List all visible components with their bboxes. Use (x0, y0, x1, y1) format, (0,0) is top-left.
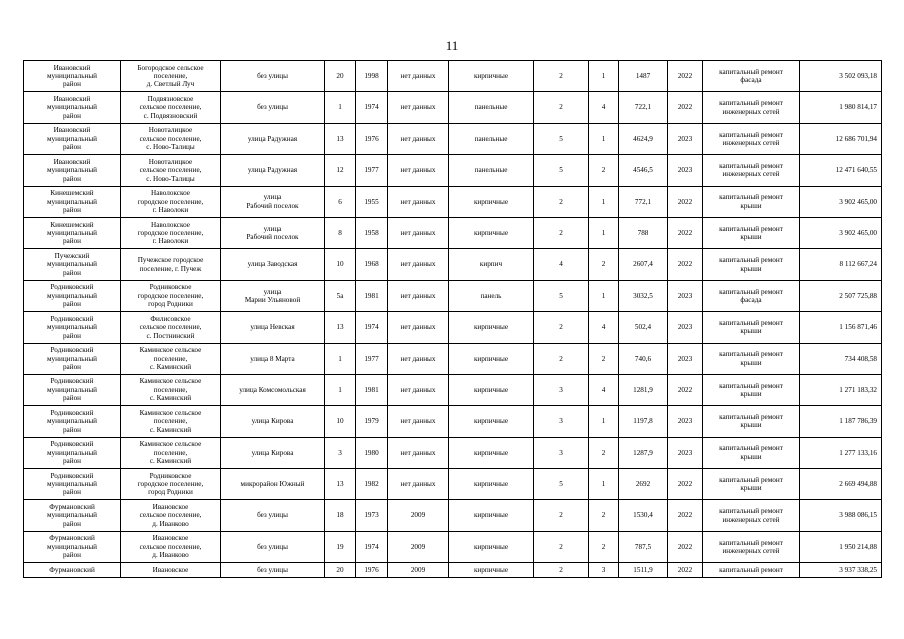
work-type-cell: капитальный ремонт инженерных сетей (703, 500, 800, 531)
plan-year-cell: 2022 (668, 92, 703, 123)
floors-cell: 5 (534, 155, 589, 186)
cost-cell: 1 277 133,16 (800, 437, 882, 468)
table-row (24, 312, 882, 343)
floors-cell: 2 (534, 61, 589, 92)
last-repair-cell: нет данных (388, 312, 449, 343)
settlement-cell: Каминское сельское поселение, с. Каминский (121, 343, 221, 374)
floors-cell: 2 (534, 217, 589, 248)
cost-cell: 3 902 465,00 (800, 186, 882, 217)
work-type-cell: капитальный ремонт крыши (703, 312, 800, 343)
plan-year-cell: 2022 (668, 374, 703, 405)
district-cell: Ивановский муниципальный район (24, 155, 121, 186)
settlement-cell: Ивановское сельское поселение, д. Иванково (121, 531, 221, 562)
built-year-cell: 1980 (356, 437, 388, 468)
floors-cell: 2 (534, 186, 589, 217)
built-year-cell: 1976 (356, 123, 388, 154)
district-cell: Фурмановский (24, 563, 121, 578)
district-cell: Родниковский муниципальный район (24, 374, 121, 405)
area-cell: 2692 (619, 469, 668, 500)
house-number-cell: 10 (325, 406, 356, 437)
house-number-cell: 6 (325, 186, 356, 217)
work-type-cell: капитальный ремонт крыши (703, 343, 800, 374)
area-cell: 740,6 (619, 343, 668, 374)
wall-material-cell: кирпичные (449, 469, 534, 500)
entrances-cell: 1 (589, 123, 619, 154)
house-number-cell: 10 (325, 249, 356, 280)
floors-cell: 2 (534, 92, 589, 123)
floors-cell: 3 (534, 437, 589, 468)
built-year-cell: 1968 (356, 249, 388, 280)
table-row (24, 155, 882, 186)
street-cell: улица Кирова (221, 406, 325, 437)
wall-material-cell: панельные (449, 155, 534, 186)
area-cell: 1487 (619, 61, 668, 92)
plan-year-cell: 2022 (668, 500, 703, 531)
table-row (24, 92, 882, 123)
district-cell: Пучежский муниципальный район (24, 249, 121, 280)
plan-year-cell: 2022 (668, 469, 703, 500)
plan-year-cell: 2022 (668, 217, 703, 248)
entrances-cell: 2 (589, 437, 619, 468)
table-row (24, 500, 882, 531)
cost-cell: 1 950 214,88 (800, 531, 882, 562)
settlement-cell: Пучежское городское поселение, г. Пучеж (121, 249, 221, 280)
built-year-cell: 1955 (356, 186, 388, 217)
floors-cell: 5 (534, 123, 589, 154)
settlement-cell: Каминское сельское поселение, с. Каминский (121, 374, 221, 405)
wall-material-cell: панельные (449, 92, 534, 123)
floors-cell: 3 (534, 374, 589, 405)
wall-material-cell: кирпичные (449, 186, 534, 217)
house-number-cell: 13 (325, 312, 356, 343)
area-cell: 1197,8 (619, 406, 668, 437)
table-row (24, 280, 882, 311)
wall-material-cell: кирпичные (449, 61, 534, 92)
built-year-cell: 1981 (356, 374, 388, 405)
plan-year-cell: 2022 (668, 249, 703, 280)
work-type-cell: капитальный ремонт крыши (703, 217, 800, 248)
district-cell: Кинешемский муниципальный район (24, 186, 121, 217)
work-type-cell: капитальный ремонт инженерных сетей (703, 531, 800, 562)
entrances-cell: 1 (589, 61, 619, 92)
entrances-cell: 2 (589, 343, 619, 374)
street-cell: без улицы (221, 531, 325, 562)
area-cell: 3032,5 (619, 280, 668, 311)
area-cell: 4624,9 (619, 123, 668, 154)
floors-cell: 3 (534, 406, 589, 437)
settlement-cell: Родниковское городское поселение, город Родники (121, 280, 221, 311)
table-row (24, 249, 882, 280)
cost-cell: 1 271 183,32 (800, 374, 882, 405)
floors-cell: 2 (534, 531, 589, 562)
street-cell: улица Рабочий поселок (221, 217, 325, 248)
table-row (24, 61, 882, 92)
last-repair-cell: нет данных (388, 469, 449, 500)
last-repair-cell: нет данных (388, 406, 449, 437)
district-cell: Родниковский муниципальный район (24, 312, 121, 343)
street-cell: улица 8 Марта (221, 343, 325, 374)
cost-cell: 3 988 086,15 (800, 500, 882, 531)
settlement-cell: Родниковское городское поселение, город Родники (121, 469, 221, 500)
settlement-cell: Новоталицкое сельское поселение, с. Ново-Талицы (121, 123, 221, 154)
work-type-cell: капитальный ремонт крыши (703, 469, 800, 500)
floors-cell: 2 (534, 563, 589, 578)
work-type-cell: капитальный ремонт крыши (703, 374, 800, 405)
built-year-cell: 1982 (356, 469, 388, 500)
plan-year-cell: 2023 (668, 123, 703, 154)
area-cell: 722,1 (619, 92, 668, 123)
built-year-cell: 1974 (356, 312, 388, 343)
cost-cell: 734 408,58 (800, 343, 882, 374)
wall-material-cell: кирпичные (449, 563, 534, 578)
work-type-cell: капитальный ремонт крыши (703, 437, 800, 468)
last-repair-cell: нет данных (388, 249, 449, 280)
plan-year-cell: 2022 (668, 531, 703, 562)
table-row (24, 343, 882, 374)
built-year-cell: 1973 (356, 500, 388, 531)
district-cell: Родниковский муниципальный район (24, 280, 121, 311)
area-cell: 1281,9 (619, 374, 668, 405)
settlement-cell: Новоталицкое сельское поселение, с. Ново-Талицы (121, 155, 221, 186)
area-cell: 1530,4 (619, 500, 668, 531)
wall-material-cell: кирпичные (449, 531, 534, 562)
district-cell: Родниковский муниципальный район (24, 406, 121, 437)
last-repair-cell: нет данных (388, 155, 449, 186)
street-cell: улица Заводская (221, 249, 325, 280)
entrances-cell: 1 (589, 406, 619, 437)
built-year-cell: 1977 (356, 155, 388, 186)
built-year-cell: 1974 (356, 92, 388, 123)
wall-material-cell: кирпичные (449, 374, 534, 405)
entrances-cell: 4 (589, 374, 619, 405)
district-cell: Ивановский муниципальный район (24, 123, 121, 154)
street-cell: без улицы (221, 500, 325, 531)
settlement-cell: Наволокское городское поселение, г. Наволоки (121, 217, 221, 248)
last-repair-cell: нет данных (388, 61, 449, 92)
house-number-cell: 3 (325, 437, 356, 468)
work-type-cell: капитальный ремонт инженерных сетей (703, 123, 800, 154)
area-cell: 4546,5 (619, 155, 668, 186)
table-row (24, 531, 882, 562)
last-repair-cell: 2009 (388, 500, 449, 531)
area-cell: 1287,9 (619, 437, 668, 468)
settlement-cell: Филисовское сельское поселение, с. Постнинский (121, 312, 221, 343)
district-cell: Ивановский муниципальный район (24, 61, 121, 92)
cost-cell: 8 112 667,24 (800, 249, 882, 280)
house-number-cell: 1 (325, 374, 356, 405)
house-number-cell: 13 (325, 469, 356, 500)
area-cell: 787,5 (619, 531, 668, 562)
entrances-cell: 2 (589, 531, 619, 562)
house-number-cell: 1 (325, 343, 356, 374)
last-repair-cell: 2009 (388, 531, 449, 562)
work-type-cell: капитальный ремонт крыши (703, 406, 800, 437)
built-year-cell: 1974 (356, 531, 388, 562)
street-cell: улица Марии Ульяновой (221, 280, 325, 311)
built-year-cell: 1958 (356, 217, 388, 248)
table-row (24, 217, 882, 248)
cost-cell: 1 187 786,39 (800, 406, 882, 437)
district-cell: Фурмановский муниципальный район (24, 531, 121, 562)
district-cell: Родниковский муниципальный район (24, 469, 121, 500)
floors-cell: 2 (534, 343, 589, 374)
wall-material-cell: кирпич (449, 249, 534, 280)
street-cell: без улицы (221, 563, 325, 578)
cost-cell: 1 980 814,17 (800, 92, 882, 123)
plan-year-cell: 2023 (668, 343, 703, 374)
street-cell: улица Невская (221, 312, 325, 343)
last-repair-cell: нет данных (388, 343, 449, 374)
cost-cell: 3 902 465,00 (800, 217, 882, 248)
plan-year-cell: 2023 (668, 312, 703, 343)
work-type-cell: капитальный ремонт инженерных сетей (703, 155, 800, 186)
last-repair-cell: нет данных (388, 374, 449, 405)
house-number-cell: 12 (325, 155, 356, 186)
entrances-cell: 4 (589, 92, 619, 123)
settlement-cell: Ивановское (121, 563, 221, 578)
entrances-cell: 1 (589, 280, 619, 311)
work-type-cell: капитальный ремонт фасада (703, 61, 800, 92)
work-type-cell: капитальный ремонт (703, 563, 800, 578)
floors-cell: 2 (534, 312, 589, 343)
house-number-cell: 1 (325, 92, 356, 123)
entrances-cell: 2 (589, 249, 619, 280)
street-cell: микрорайон Южный (221, 469, 325, 500)
district-cell: Родниковский муниципальный район (24, 437, 121, 468)
table-row (24, 186, 882, 217)
house-number-cell: 18 (325, 500, 356, 531)
last-repair-cell: нет данных (388, 280, 449, 311)
wall-material-cell: панельные (449, 123, 534, 154)
settlement-cell: Каминское сельское поселение, с. Каминский (121, 437, 221, 468)
floors-cell: 5 (534, 469, 589, 500)
last-repair-cell: нет данных (388, 217, 449, 248)
wall-material-cell: кирпичные (449, 343, 534, 374)
table-row (24, 406, 882, 437)
entrances-cell: 1 (589, 217, 619, 248)
settlement-cell: Подвязновское сельское поселение, с. Подвязновский (121, 92, 221, 123)
plan-year-cell: 2022 (668, 563, 703, 578)
house-number-cell: 8 (325, 217, 356, 248)
street-cell: улица Рабочий поселок (221, 186, 325, 217)
last-repair-cell: нет данных (388, 186, 449, 217)
house-number-cell: 13 (325, 123, 356, 154)
plan-year-cell: 2023 (668, 155, 703, 186)
house-number-cell: 19 (325, 531, 356, 562)
plan-year-cell: 2022 (668, 186, 703, 217)
street-cell: без улицы (221, 92, 325, 123)
wall-material-cell: панель (449, 280, 534, 311)
area-cell: 1511,9 (619, 563, 668, 578)
district-cell: Родниковский муниципальный район (24, 343, 121, 374)
street-cell: улица Радужная (221, 155, 325, 186)
cost-cell: 2 507 725,88 (800, 280, 882, 311)
district-cell: Ивановский муниципальный район (24, 92, 121, 123)
entrances-cell: 1 (589, 469, 619, 500)
last-repair-cell: 2009 (388, 563, 449, 578)
district-cell: Кинешемский муниципальный район (24, 217, 121, 248)
settlement-cell: Богородское сельское поселение, д. Светлый Луч (121, 61, 221, 92)
table-row (24, 469, 882, 500)
house-number-cell: 20 (325, 563, 356, 578)
table-body (24, 61, 882, 578)
work-type-cell: капитальный ремонт крыши (703, 186, 800, 217)
cost-cell: 12 686 701,94 (800, 123, 882, 154)
house-number-cell: 5а (325, 280, 356, 311)
plan-year-cell: 2023 (668, 280, 703, 311)
area-cell: 788 (619, 217, 668, 248)
entrances-cell: 2 (589, 500, 619, 531)
work-type-cell: капитальный ремонт инженерных сетей (703, 92, 800, 123)
area-cell: 502,4 (619, 312, 668, 343)
built-year-cell: 1977 (356, 343, 388, 374)
wall-material-cell: кирпичные (449, 312, 534, 343)
wall-material-cell: кирпичные (449, 406, 534, 437)
built-year-cell: 1979 (356, 406, 388, 437)
table-row (24, 123, 882, 154)
floors-cell: 5 (534, 280, 589, 311)
table-row (24, 437, 882, 468)
built-year-cell: 1976 (356, 563, 388, 578)
plan-year-cell: 2023 (668, 406, 703, 437)
street-cell: улица Радужная (221, 123, 325, 154)
entrances-cell: 3 (589, 563, 619, 578)
plan-year-cell: 2022 (668, 61, 703, 92)
cost-cell: 3 502 093,18 (800, 61, 882, 92)
cost-cell: 1 156 871,46 (800, 312, 882, 343)
work-type-cell: капитальный ремонт фасада (703, 280, 800, 311)
work-type-cell: капитальный ремонт крыши (703, 249, 800, 280)
street-cell: улица Кирова (221, 437, 325, 468)
built-year-cell: 1998 (356, 61, 388, 92)
wall-material-cell: кирпичные (449, 217, 534, 248)
plan-year-cell: 2023 (668, 437, 703, 468)
district-cell: Фурмановский муниципальный район (24, 500, 121, 531)
wall-material-cell: кирпичные (449, 500, 534, 531)
cost-cell: 2 669 494,88 (800, 469, 882, 500)
cost-cell: 12 471 640,55 (800, 155, 882, 186)
settlement-cell: Ивановское сельское поселение, д. Иванково (121, 500, 221, 531)
settlement-cell: Наволокское городское поселение, г. Наволоки (121, 186, 221, 217)
page-number: 11 (445, 38, 459, 53)
last-repair-cell: нет данных (388, 92, 449, 123)
entrances-cell: 2 (589, 155, 619, 186)
entrances-cell: 4 (589, 312, 619, 343)
floors-cell: 4 (534, 249, 589, 280)
table-row (24, 374, 882, 405)
street-cell: без улицы (221, 61, 325, 92)
wall-material-cell: кирпичные (449, 437, 534, 468)
floors-cell: 2 (534, 500, 589, 531)
built-year-cell: 1981 (356, 280, 388, 311)
settlement-cell: Каминское сельское поселение, с. Каминский (121, 406, 221, 437)
cost-cell: 3 937 338,25 (800, 563, 882, 578)
area-cell: 2607,4 (619, 249, 668, 280)
housing-repair-table (23, 60, 882, 578)
area-cell: 772,1 (619, 186, 668, 217)
house-number-cell: 20 (325, 61, 356, 92)
table-row (24, 563, 882, 578)
entrances-cell: 1 (589, 186, 619, 217)
last-repair-cell: нет данных (388, 437, 449, 468)
last-repair-cell: нет данных (388, 123, 449, 154)
street-cell: улица Комсомольская (221, 374, 325, 405)
